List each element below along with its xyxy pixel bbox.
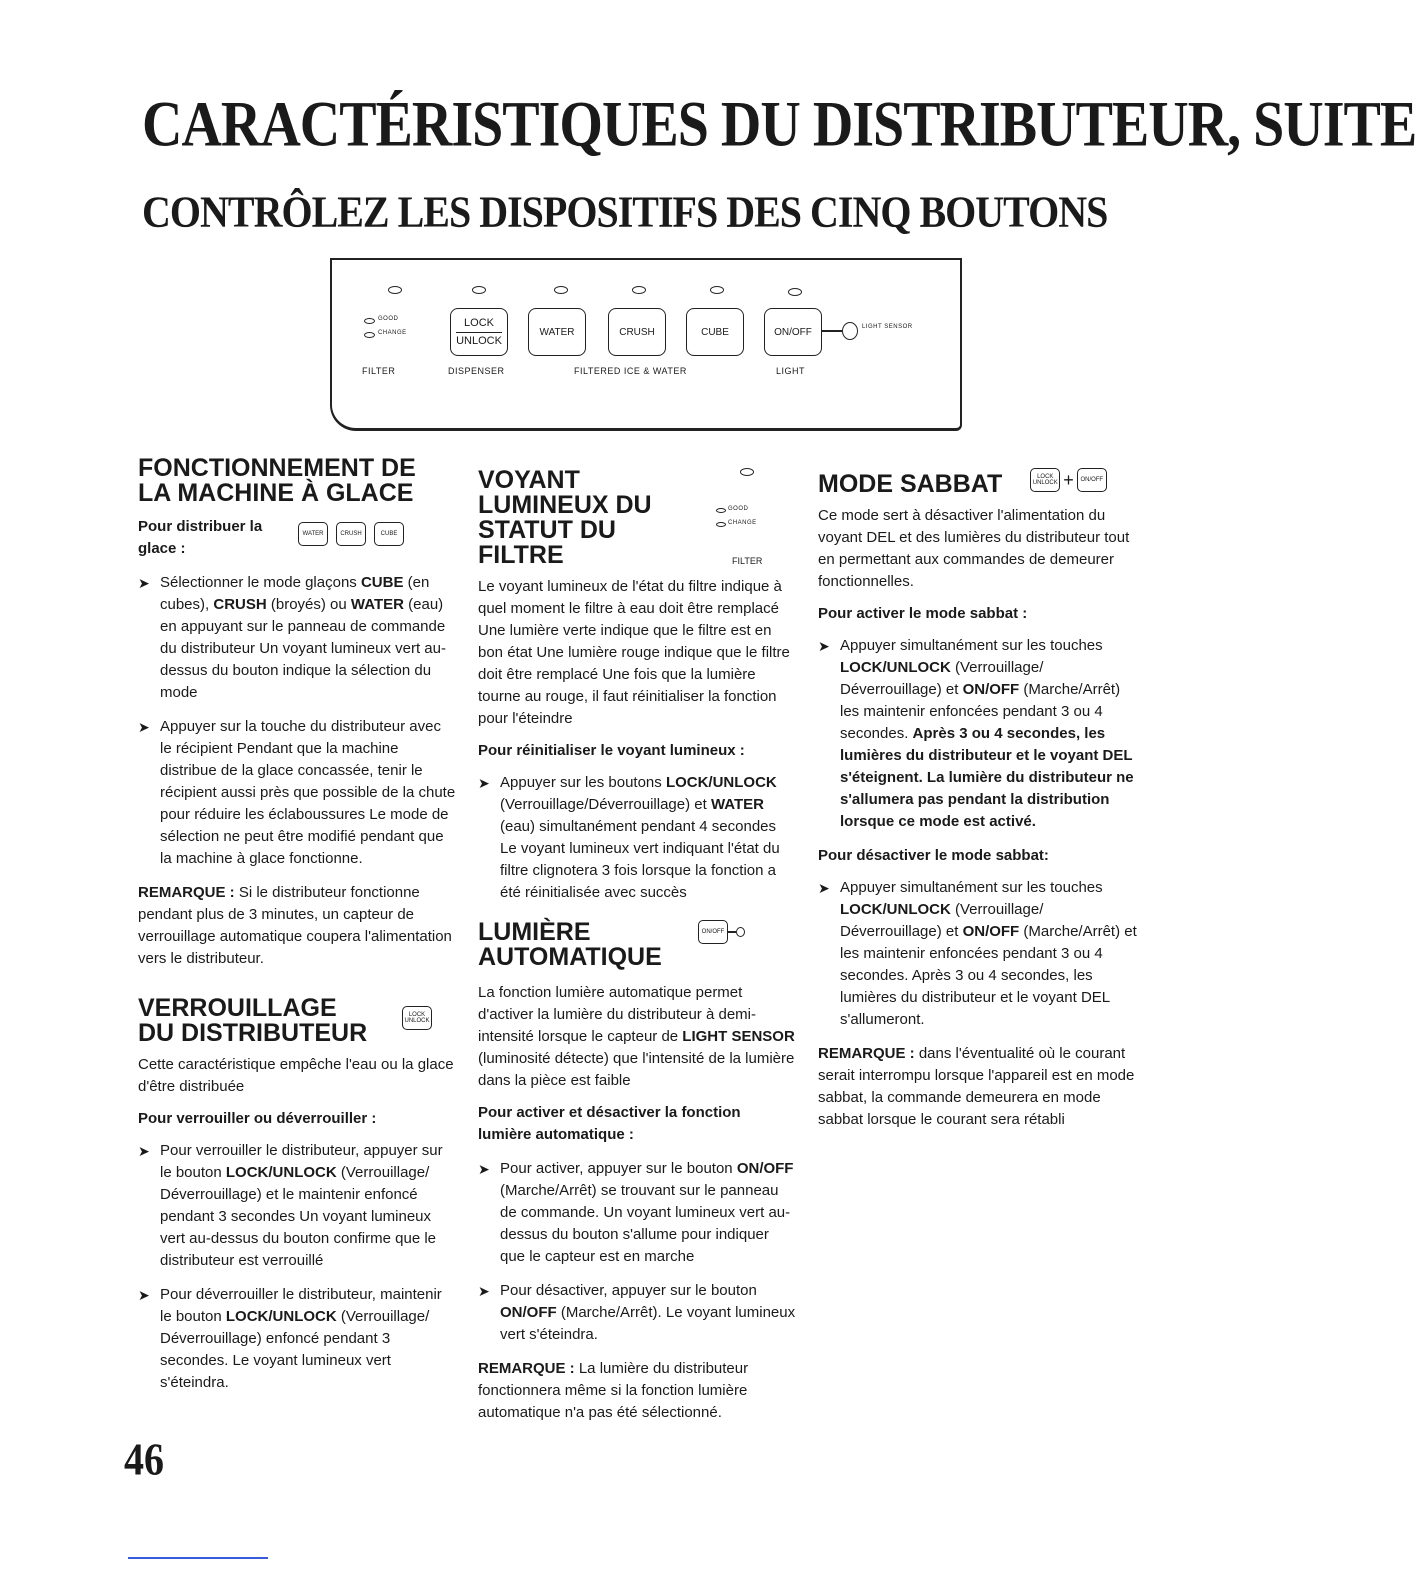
bullet-deactivate-sabbath: [818, 877, 1138, 1031]
heading-dispenser-lock: VERROUILLAGE DU DISTRIBUTEUR: [138, 994, 368, 1047]
bullet-text: (Marche/Arrêt) se trouvant sur le panneau de commande. Un voyant lumineux vert au-dessus du bouton s'allume pour indiquer que le capteur est en marche: [500, 1182, 791, 1265]
bold-crush: CRUSH: [213, 596, 267, 613]
crush-led-icon: [632, 286, 646, 294]
change-led-icon: [364, 332, 375, 338]
bullet-text: (en cubes),: [160, 574, 430, 613]
intro-text: (luminosité détecte) que l'intensité de la lumière dans la pièce est faible: [478, 1050, 795, 1089]
icon-lock-label: LOCK: [408, 1012, 426, 1018]
heading-ice-machine: FONCTIONNEMENT DE LA MACHINE À GLACE: [138, 454, 416, 507]
page-title: CARACTÉRISTIQUES DU DISTRIBUTEUR, SUITE: [142, 89, 1416, 161]
water-led-icon: [554, 286, 568, 294]
on-off-button-icon: ON/OFF: [1077, 468, 1107, 492]
bullet-deactivate-light: [478, 1280, 796, 1346]
light-sensor-icon: [736, 927, 745, 937]
note-auto-shutoff: [138, 882, 456, 970]
note-text: dans l'éventualité où le courant serait interrompu lorsque l'appareil est en mode sabbat, la commande demeurera en mode sabbat lorsque le courant sera rétabli: [818, 1045, 1135, 1128]
light-sensor-label: LIGHT SENSOR: [862, 324, 913, 330]
bold-lock-unlock: LOCK/UNLOCK: [840, 901, 951, 918]
lead-reset-filter: Pour réinitialiser le voyant lumineux :: [478, 742, 745, 759]
bullet-select-mode: [138, 572, 456, 704]
bullet-text: Appuyer simultanément sur les touches: [840, 637, 1103, 654]
lock-led-icon: [472, 286, 486, 294]
bullet-press-dispenser: [138, 716, 456, 870]
bullet-arrow-icon: ➤: [478, 1283, 490, 1299]
on-off-button[interactable]: ON/OFF: [764, 308, 822, 356]
note-light-function: [478, 1358, 796, 1424]
filtered-ice-water-label: FILTERED ICE & WATER: [574, 366, 687, 376]
lock-label: LOCK: [456, 317, 502, 332]
lead-lock-unlock: Pour verrouiller ou déverrouiller :: [138, 1110, 377, 1127]
bullet-unlock: [138, 1284, 456, 1394]
bold-lock-unlock: LOCK/UNLOCK: [225, 1164, 337, 1181]
bullet-arrow-icon: ➤: [818, 880, 830, 896]
sensor-connector: [822, 330, 842, 332]
dispenser-label: DISPENSER: [448, 366, 505, 376]
bullet-text: Pour déverrouiller le distributeur, maintenir le bouton: [160, 1286, 442, 1325]
bullet-activate-sabbath: [818, 635, 1138, 833]
bullet-text: (eau) en appuyant sur le panneau de commande du distributeur Un voyant lumineux vert au-dessus du bouton indique la sélection du mode: [160, 596, 446, 701]
bullet-text: (eau) simultanément pendant 4 secondes Le voyant lumineux vert indiquant l'état du filtre clignotera 3 fois lorsque la fonction a été réinitialisée avec succès: [500, 818, 780, 901]
good-led-icon: [364, 318, 375, 324]
bullet-text: (broyés) ou: [266, 596, 351, 613]
lead-deactivate-sabbath: Pour désactiver le mode sabbat:: [818, 847, 1049, 864]
light-label: LIGHT: [776, 366, 806, 376]
intro-auto-light: [478, 982, 796, 1092]
heading-auto-light: LUMIÈRE AUTOMATIQUE: [478, 918, 662, 971]
water-button-icon: WATER: [298, 522, 328, 546]
bold-on-off: ON/OFF: [500, 1304, 557, 1321]
bold-sabbath-effect: Après 3 ou 4 secondes, les lumières du distributeur et le voyant DEL s'éteignent. La lumière du distributeur ne s'allumera pas pendant la distribution lorsque ce mode est activé.: [840, 725, 1134, 830]
icon-unlock-label: UNLOCK: [1032, 480, 1058, 486]
crush-button[interactable]: CRUSH: [608, 308, 666, 356]
change-label: CHANGE: [728, 520, 757, 526]
bold-water: WATER: [350, 596, 404, 613]
filter-label: FILTER: [732, 556, 763, 566]
control-panel-diagram: [330, 258, 962, 431]
icon-unlock-label: UNLOCK: [404, 1018, 430, 1024]
cube-button-icon: CUBE: [374, 522, 404, 546]
column-sabbath-mode: [818, 456, 1138, 1131]
column-filter-status: [478, 456, 796, 1424]
note-label: REMARQUE :: [818, 1045, 915, 1062]
on-off-button-icon: ON/OFF: [698, 920, 728, 944]
heading-filter-status: VOYANT LUMINEUX DU STATUT DU FILTRE: [478, 466, 652, 569]
cube-button[interactable]: CUBE: [686, 308, 744, 356]
bullet-text: Appuyer simultanément sur les touches: [840, 879, 1103, 896]
icon-connector: [728, 931, 736, 933]
bullet-text: (Marche/Arrêt) les maintenir enfoncées pendant 3 ou 4 secondes.: [840, 681, 1121, 742]
note-text: La lumière du distributeur fonctionnera même si la fonction lumière automatique n'a pas été sélectionné.: [478, 1360, 749, 1421]
plus-icon: +: [1063, 469, 1074, 490]
good-led-icon: [716, 508, 726, 513]
crush-button-icon: CRUSH: [336, 522, 366, 546]
bullet-text: (Verrouillage/Déverrouillage) et: [500, 796, 711, 813]
bullet-text: (Verrouillage/ Déverrouillage) et le maintenir enfoncé pendant 3 secondes Un voyant lumineux vert au-dessus du bouton confirme que le distributeur est verrouillé: [160, 1164, 436, 1269]
bullet-text: (Marche/Arrêt). Le voyant lumineux vert s'éteindra.: [500, 1304, 796, 1343]
bullet-text: Pour activer, appuyer sur le bouton: [500, 1160, 737, 1177]
bold-on-off: ON/OFF: [962, 681, 1020, 698]
intro-dispenser-lock: Cette caractéristique empêche l'eau ou la glace d'être distribuée: [138, 1056, 454, 1095]
icon-lock-label: LOCK: [1037, 474, 1054, 480]
bold-on-off: ON/OFF: [962, 923, 1020, 940]
bullet-text: (Verrouillage/ Déverrouillage) enfoncé pendant 3 secondes. Le voyant lumineux vert s'éteindra.: [160, 1308, 430, 1391]
note-power-outage: [818, 1043, 1138, 1131]
column-ice-machine: [138, 456, 456, 1406]
footer-rule: [128, 1557, 268, 1559]
water-button[interactable]: WATER: [528, 308, 586, 356]
bold-light-sensor: LIGHT SENSOR: [682, 1028, 795, 1045]
bullet-text: Pour désactiver, appuyer sur le bouton: [500, 1282, 757, 1299]
bullet-arrow-icon: ➤: [478, 775, 490, 791]
intro-filter-status: Le voyant lumineux de l'état du filtre indique à quel moment le filtre à eau doit être remplacé Une lumière verte indique que le filtre est en bon état Une lumière rouge indique que le filtre doit être remplacé Une fois que la lumière tourne au rouge, il faut réinitialiser la fonction pour l'éteindre: [478, 578, 790, 727]
lock-unlock-button[interactable]: [450, 308, 508, 356]
bullet-text: Appuyer sur la touche du distributeur avec le récipient Pendant que la machine distribue de la glace concassée, tenir le récipient aussi près que possible de la chute pour réduire les éclaboussures Le mode de sélection ne peut être modifié pendant que la machine à glace fonctionne.: [160, 718, 456, 867]
heading-sabbath-mode: MODE SABBAT: [818, 470, 1003, 498]
bullet-text: (Marche/Arrêt) et les maintenir enfoncées pendant 3 ou 4 secondes. Après 3 ou 4 secondes, les lumières du distributeur et le voyant DEL s'allumeront.: [840, 923, 1137, 1028]
bullet-arrow-icon: ➤: [138, 1287, 150, 1303]
bold-on-off: ON/OFF: [736, 1160, 794, 1177]
lock-button-icon: [1030, 468, 1060, 492]
bullet-text: (Verrouillage/ Déverrouillage) et: [840, 659, 1044, 698]
bullet-text: Sélectionner le mode glaçons: [160, 574, 361, 591]
bold-lock-unlock: LOCK/UNLOCK: [225, 1308, 337, 1325]
note-label: REMARQUE :: [138, 884, 235, 901]
change-led-icon: [716, 522, 726, 527]
lead-activate-sabbath: Pour activer le mode sabbat :: [818, 605, 1028, 622]
good-label: GOOD: [728, 506, 749, 512]
bullet-text: (Verrouillage/ Déverrouillage) et: [840, 901, 1044, 940]
filter-label: FILTER: [362, 366, 396, 376]
bold-lock-unlock: LOCK/UNLOCK: [840, 659, 951, 676]
unlock-label: UNLOCK: [456, 334, 502, 347]
note-text: Si le distributeur fonctionne pendant plus de 3 minutes, un capteur de verrouillage automatique coupera l'alimentation vers le distributeur.: [138, 884, 452, 967]
cube-led-icon: [710, 286, 724, 294]
bullet-arrow-icon: ➤: [138, 719, 150, 735]
lock-button-icon: [402, 1006, 432, 1030]
lead-toggle-auto-light: Pour activer et désactiver la fonction lumière automatique :: [478, 1104, 741, 1143]
change-label: CHANGE: [378, 330, 407, 336]
light-led-icon: [788, 288, 802, 296]
bullet-reset-filter: [478, 772, 796, 904]
bullet-text: Appuyer sur les boutons: [500, 774, 666, 791]
bullet-arrow-icon: ➤: [138, 1143, 150, 1159]
filter-led-icon: [388, 286, 402, 294]
intro-text: La fonction lumière automatique permet d'activer la lumière du distributeur à demi-intensité lorsque le capteur de: [478, 984, 756, 1045]
lead-dispense-ice: Pour distribuer la glace :: [138, 518, 263, 557]
filter-status-led-icon: [740, 468, 754, 476]
bold-cube: CUBE: [360, 574, 404, 591]
bold-water: WATER: [710, 796, 764, 813]
bullet-arrow-icon: ➤: [818, 638, 830, 654]
bullet-text: Pour verrouiller le distributeur, appuyer sur le bouton: [160, 1142, 443, 1181]
bullet-arrow-icon: ➤: [478, 1161, 490, 1177]
bullet-activate-light: [478, 1158, 796, 1268]
light-sensor-icon: [842, 322, 858, 340]
note-label: REMARQUE :: [478, 1360, 575, 1377]
good-label: GOOD: [378, 316, 399, 322]
bold-lock-unlock: LOCK/UNLOCK: [665, 774, 777, 791]
page-number: 46: [124, 1433, 164, 1485]
page-subtitle: CONTRÔLEZ LES DISPOSITIFS DES CINQ BOUTONS: [142, 187, 1108, 237]
bullet-lock: [138, 1140, 456, 1272]
intro-sabbath-mode: Ce mode sert à désactiver l'alimentation du voyant DEL et des lumières du distributeur tout en permettant aux commandes de demeurer fonctionnelles.: [818, 507, 1130, 590]
bullet-arrow-icon: ➤: [138, 575, 150, 591]
